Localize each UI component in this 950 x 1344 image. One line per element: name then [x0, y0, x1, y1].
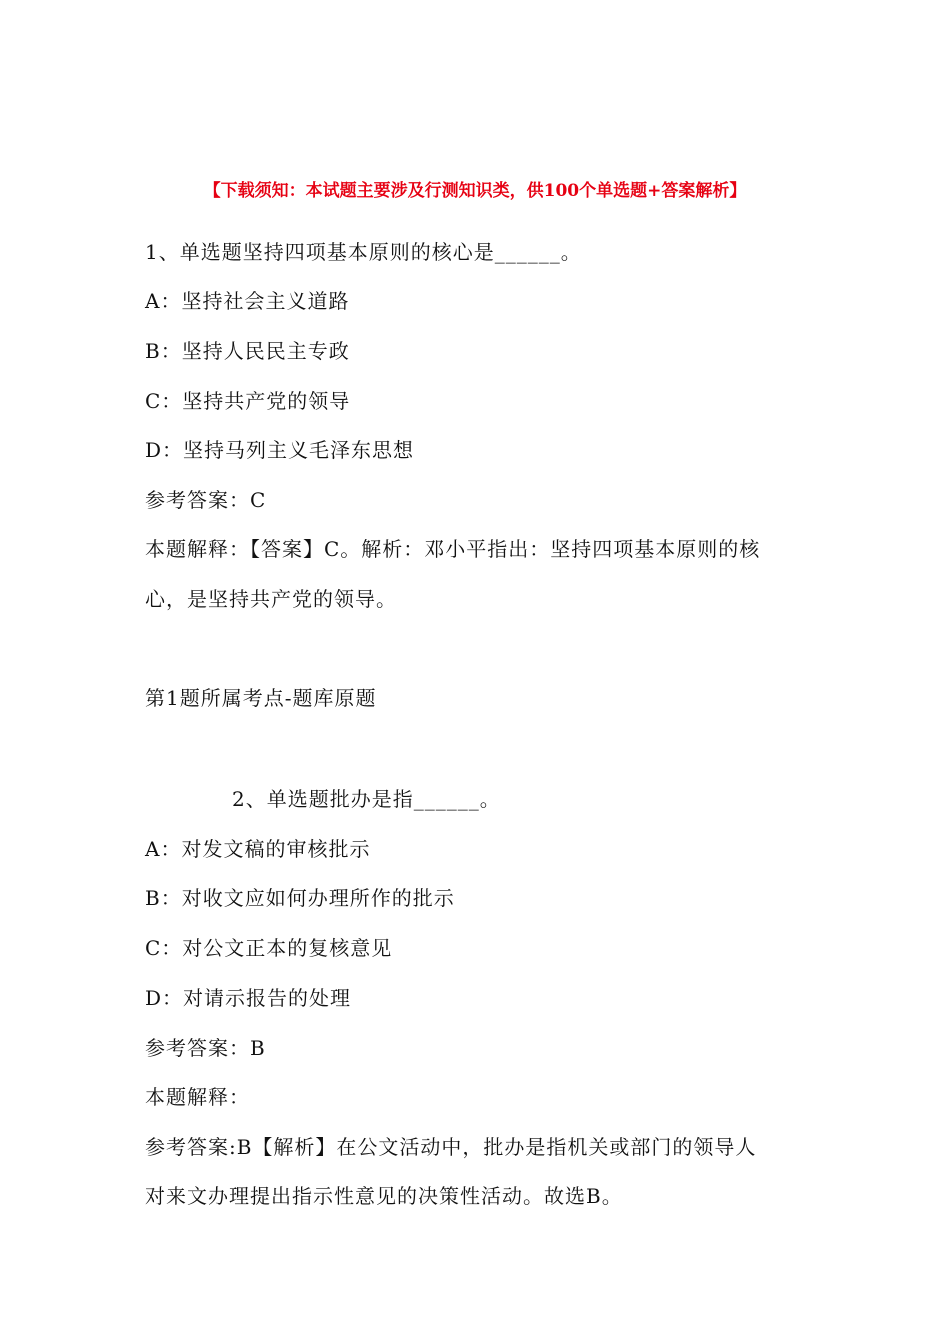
question-1-topic: 第1题所属考点-题库原题	[145, 686, 377, 710]
question-2-option-a: A：对发文稿的审核批示	[145, 837, 371, 861]
question-2-option-b: B：对收文应如何办理所作的批示	[145, 886, 455, 910]
question-1-option-c: C：坚持共产党的领导	[145, 389, 351, 413]
question-1-option-b: B：坚持人民民主专政	[145, 339, 350, 363]
question-2-stem: 2、单选题批办是指______。	[232, 787, 501, 811]
download-notice: 【下载须知：本试题主要涉及行测知识类，供100个单选题+答案解析】	[203, 181, 747, 201]
question-1-answer: 参考答案：C	[145, 488, 267, 512]
question-1-explanation-line-1: 本题解释：【答案】C。解析：邓小平指出：坚持四项基本原则的核	[145, 537, 761, 561]
question-2-option-c: C：对公文正本的复核意见	[145, 936, 393, 960]
question-1-stem: 1、单选题坚持四项基本原则的核心是______。	[145, 240, 582, 264]
question-1-option-d: D：坚持马列主义毛泽东思想	[145, 438, 415, 462]
question-1-explanation-line-2: 心，是坚持共产党的领导。	[145, 587, 397, 611]
question-1-option-a: A：坚持社会主义道路	[145, 289, 350, 313]
question-2-explanation-line-1: 参考答案:B【解析】在公文活动中，批办是指机关或部门的领导人	[145, 1135, 757, 1159]
question-2-answer: 参考答案：B	[145, 1036, 266, 1060]
question-2-explanation-line-2: 对来文办理提出指示性意见的决策性活动。故选B。	[145, 1184, 623, 1208]
question-2-option-d: D：对请示报告的处理	[145, 986, 352, 1010]
question-2-explanation-label: 本题解释：	[145, 1085, 250, 1109]
